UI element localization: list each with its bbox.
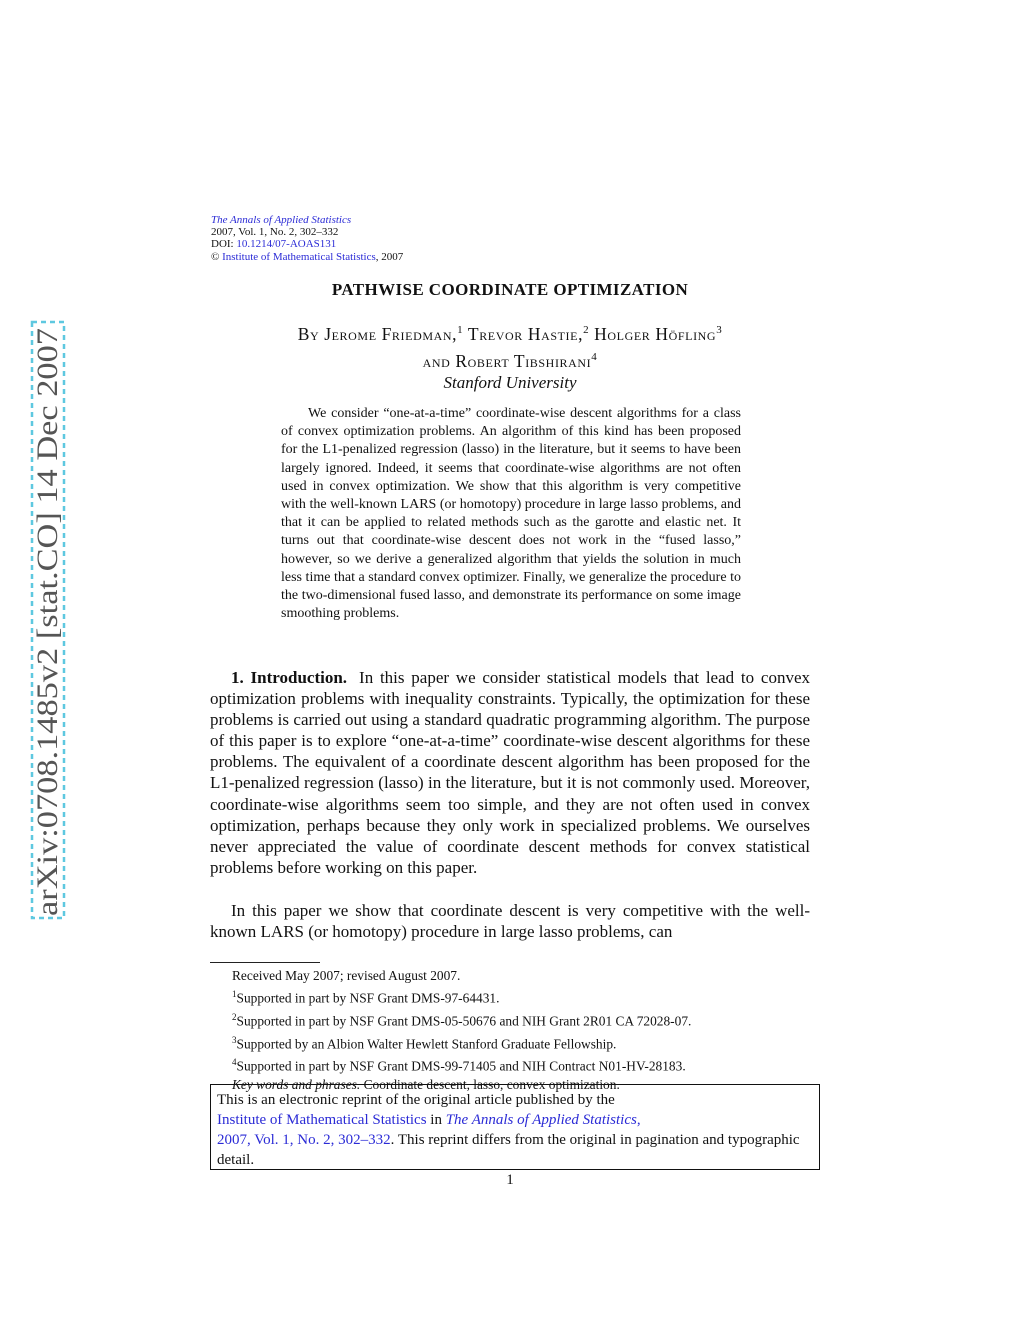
authors-line-1 <box>210 319 810 346</box>
footnote-mark: 3 <box>232 1034 237 1045</box>
journal-name-link[interactable]: The Annals of Applied Statistics <box>211 214 352 226</box>
author-footnote-mark: 2 <box>583 324 590 336</box>
reprint-rest: . This reprint differs from the original in pagination and typographic detail. <box>217 1132 800 1168</box>
footnote-text: Supported by an Albion Walter Hewlett Stanford Graduate Fellowship. <box>236 1036 617 1052</box>
introduction-paragraph <box>210 667 810 878</box>
journal-info <box>211 214 403 263</box>
footnote-mark: 4 <box>232 1057 237 1068</box>
footnote-text: Supported in part by NSF Grant DMS-97-64431. <box>236 990 500 1006</box>
reprint-issue-link[interactable]: 2007, Vol. 1, No. 2, 302–332 <box>217 1132 391 1148</box>
footnote-mark: 2 <box>232 1011 237 1022</box>
received-dates: Received May 2007; revised August 2007. <box>232 968 461 983</box>
copyright-org-link[interactable]: Institute of Mathematical Statistics <box>222 250 376 263</box>
footnotes <box>232 967 822 1094</box>
footnote-text: Supported in part by NSF Grant DMS-05-50676 and NIH Grant 2R01 CA 72028-07. <box>236 1013 692 1029</box>
affiliation: Stanford University <box>443 373 577 392</box>
doi-link[interactable]: 10.1214/07-AOAS131 <box>236 238 337 251</box>
reprint-in-word: in <box>426 1112 446 1128</box>
authors-line-2 <box>210 346 810 373</box>
paper-title: PATHWISE COORDINATE OPTIMIZATION <box>331 280 689 299</box>
introduction-paragraph-2: In this paper we show that coordinate descent is very competitive with the well-known LARS (or homotopy) procedure in large lasso problems, can <box>210 901 810 942</box>
reprint-notice <box>210 1084 820 1170</box>
journal-issue: 2007, Vol. 1, No. 2, 302–332 <box>211 226 339 239</box>
journal-doi-line <box>211 238 403 250</box>
reprint-journal-link[interactable]: The Annals of Applied Statistics <box>445 1112 637 1128</box>
arxiv-identifier-stamp[interactable] <box>30 320 66 920</box>
author-name: Holger Höfling <box>594 323 717 344</box>
abstract: We consider “one-at-a-time” coordinate-wise descent algorithms for a class of convex optimization problems. An algorithm of this kind has been proposed for the L1-penalized regression (lasso) in the literature, but it seems to have been largely ignored. Indeed, it seems that coordinate-wise algorithms are not often used in convex optimization. We show that this algorithm is very competitive with the well-known LARS (or homotopy) procedure in large lasso problems, and that it can be applied to related methods such as the garotte and elastic net. It turns out that coordinate-wise descent does not work in the “fused lasso,” however, so we derive a generalized algorithm that yields the solution in much less time that a standard convex optimizer. Finally, we generalize the procedure to the two-dimensional fused lasso, and demonstrate its performance on some image smoothing problems. <box>281 406 741 622</box>
author-by-label: By <box>297 323 320 344</box>
footnote <box>232 1053 822 1076</box>
reprint-line-1: This is an electronic reprint of the original article published by the <box>217 1092 615 1108</box>
page-number: 1 <box>506 1172 514 1188</box>
reprint-comma: , <box>636 1112 641 1128</box>
author-footnote-mark: 3 <box>716 324 723 336</box>
section-heading-introduction: 1. Introduction. <box>231 668 348 687</box>
author-name: Jerome Friedman, <box>324 323 458 344</box>
introduction-paragraph-1-text: In this paper we consider statistical models that lead to convex optimization problems with inequality constraints. Typically, the optimization for these problems is carried out using a standard quadratic programming algorithm. The purpose of this paper is to explore “one-at-a-time” coordinate-wise descent algorithms for these problems. The equivalent of a coordinate descent algorithm has been proposed for the L1-penalized regression (lasso) in the literature, but it is not commonly used. Moreover, coordinate-wise algorithms seem too simple, and they are not often used in convex optimization, perhaps because they only work in specialized problems. We ourselves never appreciated the value of coordinate descent methods for convex statistical problems before working on this paper. <box>210 668 810 877</box>
copyright-symbol: © <box>211 250 220 263</box>
author-list <box>210 319 810 373</box>
keywords-text: Coordinate descent, lasso, convex optimization. <box>360 1076 620 1092</box>
arxiv-stamp-graphic <box>30 320 66 920</box>
keywords-label: Key words and phrases. <box>232 1076 361 1092</box>
footnote-text: Supported in part by NSF Grant DMS-99-71405 and NIH Contract N01-HV-28183. <box>236 1058 686 1074</box>
reprint-org-link[interactable]: Institute of Mathematical Statistics <box>217 1112 427 1128</box>
footnote <box>232 985 822 1008</box>
author-name: Trevor Hastie, <box>467 323 584 344</box>
arxiv-id-text: arXiv:0708.1485v2 [stat.CO] 14 Dec 2007 <box>31 402 64 916</box>
footnote-divider <box>210 962 320 963</box>
author-footnote-mark: 1 <box>457 324 464 336</box>
copyright-year: , 2007 <box>375 250 404 263</box>
footnote-mark: 1 <box>232 989 237 1000</box>
footnote <box>232 1008 822 1031</box>
author-footnote-mark: 4 <box>591 350 598 363</box>
doi-label: DOI: <box>211 238 237 251</box>
footnote <box>232 1031 822 1054</box>
author-name: and Robert Tibshirani <box>422 350 592 371</box>
journal-copyright-line <box>211 251 403 263</box>
